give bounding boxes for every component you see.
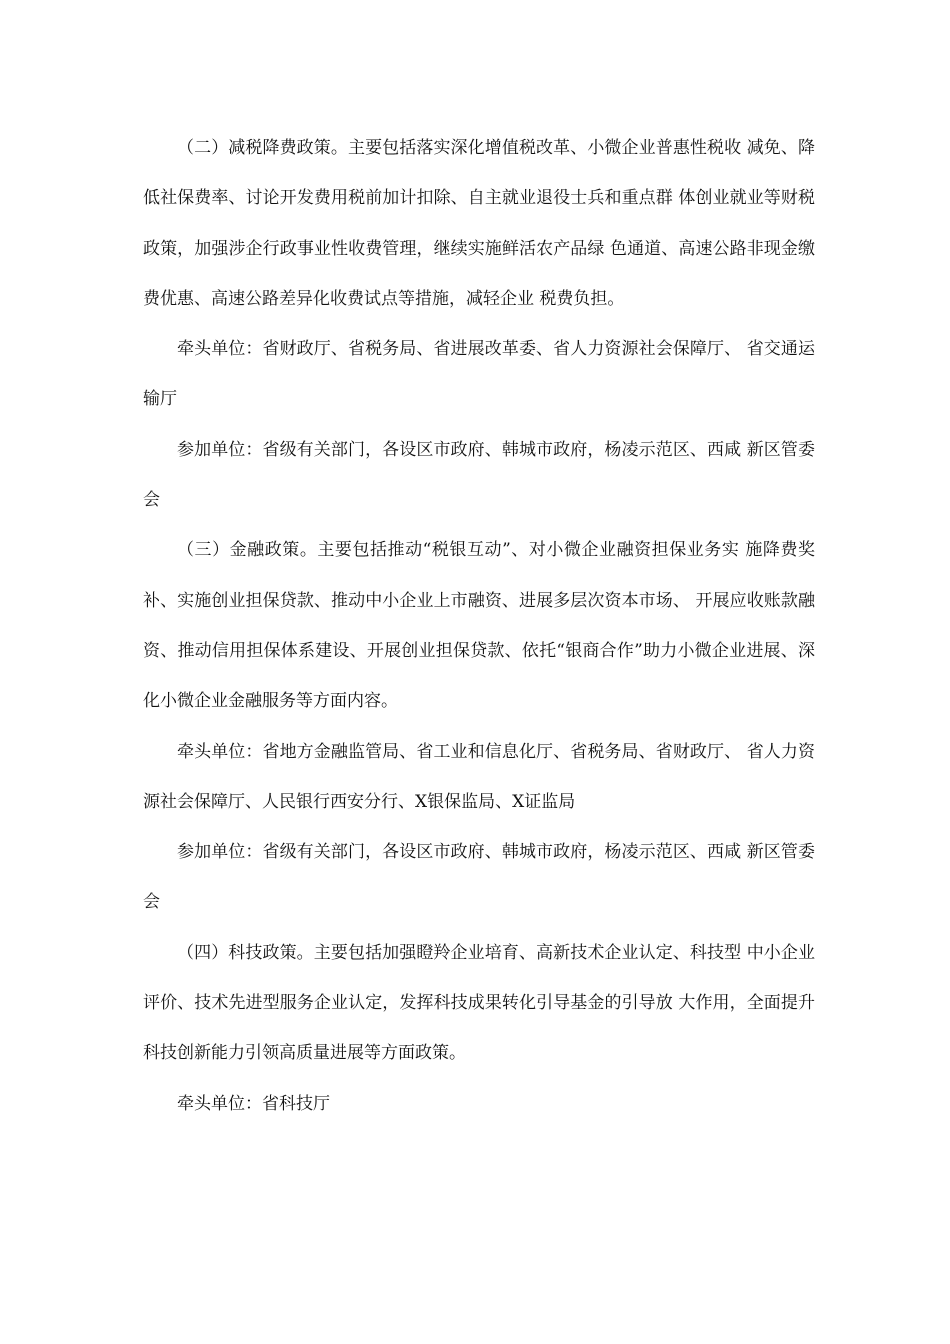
paragraph-tax-lead-units: 牵头单位：省财政厅、省税务局、省进展改革委、省人力资源社会保障厅、 省交通运输厅	[143, 339, 815, 410]
paragraph-tax-policy: （二）减税降费政策。主要包括落实深化增值税改革、小微企业普惠性税收 减免、降低社保费率、讨论开发费用税前加计扣除、自主就业退役士兵和重点群 体创业就业等财税政策，加强涉企行政事业性收费管理，继续实施鲜活农产品绿 色通道、高速公路非现金缴费优惠、高速公路差异化收费试点等措施，减轻企业 税费负担。	[143, 138, 815, 309]
paragraph-tax-participating-units: 参加单位：省级有关部门，各设区市政府、韩城市政府，杨凌示范区、西咸 新区管委会	[143, 439, 815, 511]
paragraph-finance-lead-units: 牵头单位：省地方金融监管局、省工业和信息化厅、省税务局、省财政厅、 省人力资源社会保障厅、人民银行西安分行、X银保监局、X证监局	[143, 741, 815, 812]
paragraph-finance-participating-units: 参加单位：省级有关部门，各设区市政府、韩城市政府，杨凌示范区、西咸 新区管委会	[143, 842, 815, 913]
paragraph-tech-policy: （四）科技政策。主要包括加强瞪羚企业培育、高新技术企业认定、科技型 中小企业评价、技术先进型服务企业认定，发挥科技成果转化引导基金的引导放 大作用，全面提升科技创新能力引领高质量进展等方面政策。	[143, 942, 815, 1064]
paragraph-finance-policy: （三）金融政策。主要包括推动“税银互动”、对小微企业融资担保业务实 施降费奖补、实施创业担保贷款、推动中小企业上市融资、进展多层次资本市场、 开展应收账款融资、推动信用担保体系建设、开展创业担保贷款、依托“银商合作”助力小微企业进展、深化小微企业金融服务等方面内容。	[143, 540, 815, 712]
document-body	[143, 123, 815, 1129]
paragraph-tech-lead-units: 牵头单位：省科技厅	[177, 1093, 330, 1114]
